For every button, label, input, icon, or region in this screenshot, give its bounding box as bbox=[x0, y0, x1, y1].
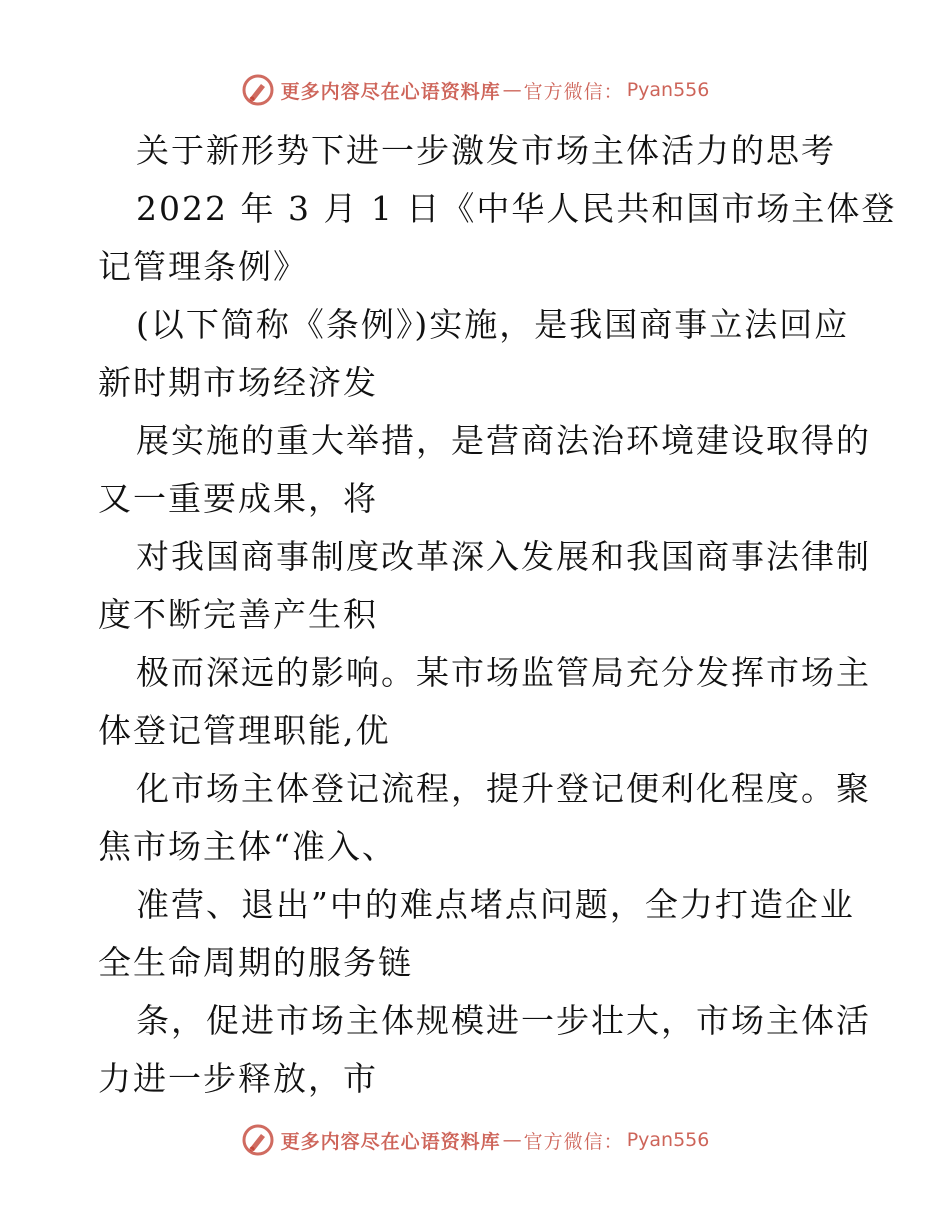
text-line: 条，促进市场主体规模进一步壮大，市场主体活 bbox=[136, 1001, 871, 1040]
text-line: (以下简称《条例》)实施，是我国商事立法回应 bbox=[136, 305, 850, 344]
text-line: 展实施的重大举措，是营商法治环境建设取得的 bbox=[136, 421, 871, 460]
footer-separator: — bbox=[502, 1129, 522, 1151]
document-title: 关于新形势下进一步激发市场主体活力的思考 bbox=[136, 131, 836, 170]
text-line: 新时期市场经济发 bbox=[98, 363, 378, 402]
footer-wechat-id: Pyan556 bbox=[626, 1129, 710, 1151]
text-line: 记管理条例》 bbox=[98, 247, 308, 286]
text-line: 度不断完善产生积 bbox=[98, 595, 378, 634]
footer-banner bbox=[0, 1120, 950, 1160]
header-separator: — bbox=[502, 79, 522, 101]
footer-brand-text: 更多内容尽在心语资料库 bbox=[280, 1130, 501, 1153]
document-body bbox=[98, 122, 897, 1108]
header-wechat-id: Pyan556 bbox=[626, 79, 710, 101]
text-line: 对我国商事制度改革深入发展和我国商事法律制 bbox=[136, 537, 871, 576]
header-official-label: 官方微信： bbox=[523, 80, 624, 103]
pen-logo-icon bbox=[241, 73, 275, 107]
text-line: 又一重要成果，将 bbox=[98, 479, 378, 518]
text-line: 化市场主体登记流程，提升登记便利化程度。聚 bbox=[136, 769, 871, 808]
pen-logo-icon bbox=[241, 1123, 275, 1157]
text-line: 体登记管理职能,优 bbox=[98, 711, 391, 750]
footer-official-label: 官方微信： bbox=[523, 1130, 624, 1153]
text-line: 焦市场主体“准入、 bbox=[98, 827, 397, 866]
text-line: 2022 年 3 月 1 日《中华人民共和国市场主体登 bbox=[136, 189, 897, 228]
text-line: 准营、退出”中的难点堵点问题，全力打造企业 bbox=[136, 885, 855, 924]
text-line: 力进一步释放，市 bbox=[98, 1059, 378, 1098]
text-line: 极而深远的影响。某市场监管局充分发挥市场主 bbox=[136, 653, 871, 692]
header-banner bbox=[0, 70, 950, 110]
header-brand-text: 更多内容尽在心语资料库 bbox=[280, 80, 501, 103]
text-line: 全生命周期的服务链 bbox=[98, 943, 413, 982]
